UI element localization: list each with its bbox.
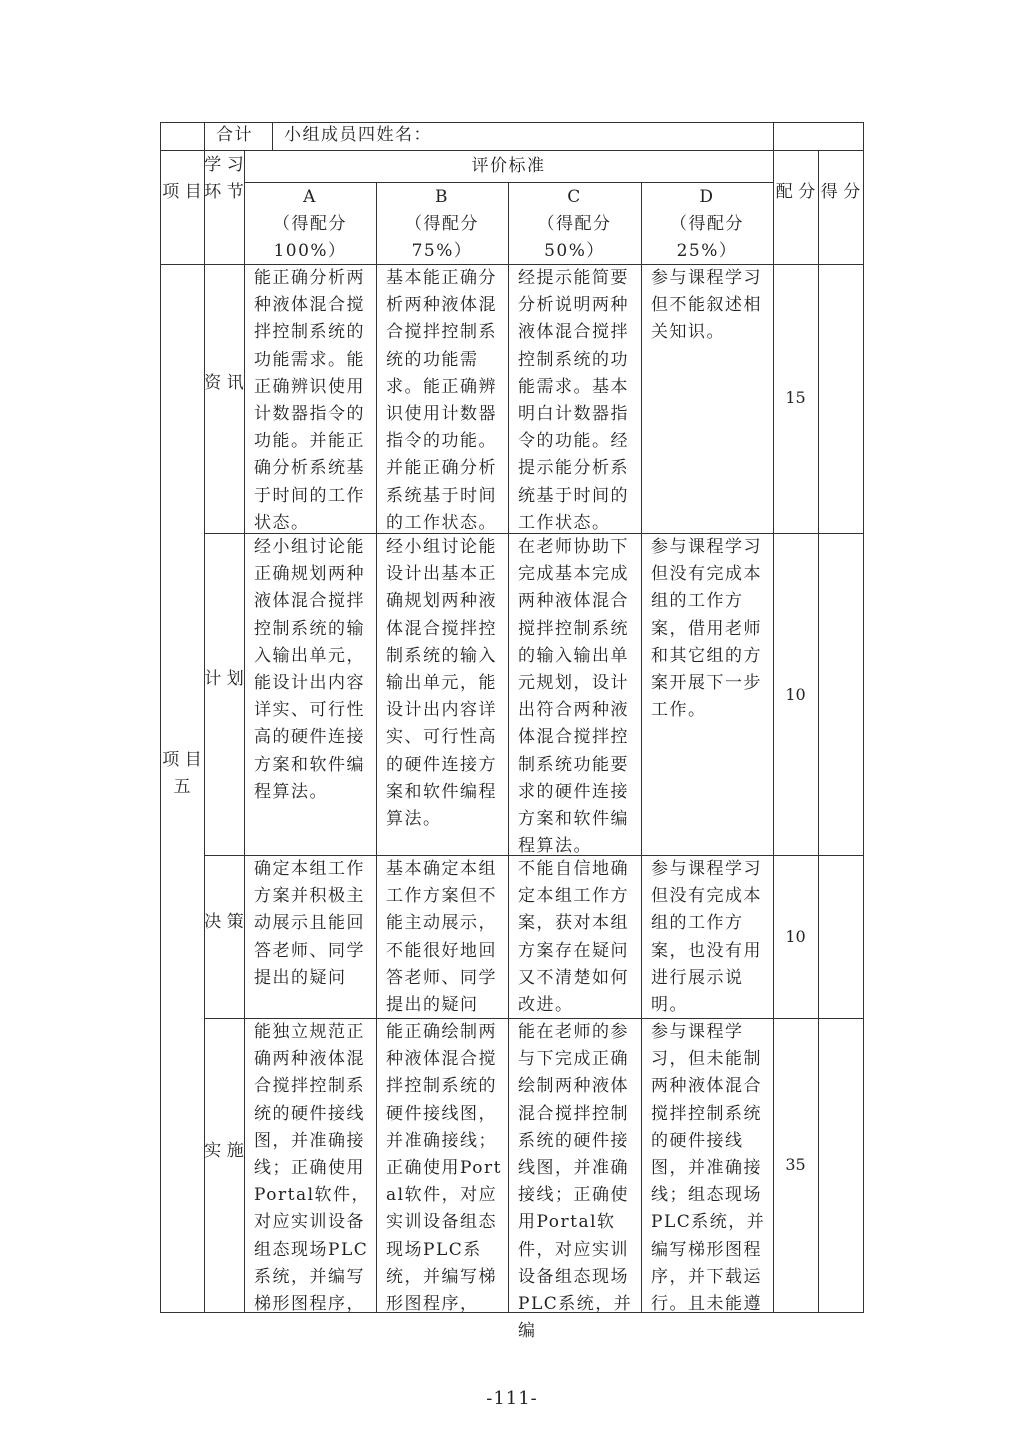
grade-b-header: B （得配分 75%） <box>405 187 479 261</box>
criteria-header: 评价标准 <box>471 156 546 176</box>
member-name-label: 小组成员四姓名： <box>284 125 432 145</box>
criteria-cell: 确定本组工作方案并积极主动展示且能回答老师、同学提出的疑问 <box>254 859 365 988</box>
page-number: -111- <box>486 1388 538 1409</box>
score-alloc-header: 配 分 <box>775 182 816 202</box>
project-header: 项 目 <box>162 182 202 202</box>
table-border-top <box>160 122 864 123</box>
total-label: 合计 <box>216 125 253 145</box>
criteria-cell: 基本确定本组工作方案但不能主动展示，不能很好地回答老师、同学提出的疑问 <box>386 859 497 1016</box>
stage-header: 学 习 环 节 <box>204 155 244 202</box>
col-line-project <box>204 122 205 1313</box>
score-value: 15 <box>785 388 806 407</box>
col-line-score <box>818 150 819 1313</box>
grade-a-header: A （得配分 100%） <box>273 187 347 261</box>
criteria-cell: 能在老师的参与下完成正确绘制两种液体混合搅拌控制系统的硬件接线图，并准确接线；正确使用Portal软件，对应实训设备组态现场PLC系统，并编 <box>518 1022 633 1342</box>
criteria-cell: 经小组讨论能设计出基本正确规划两种液体混合搅拌控制系统的输入输出单元，能设计出内容详实、可行性高的硬件连接方案和软件编程算法。 <box>386 537 497 830</box>
criteria-cell: 能正确绘制两种液体混合搅拌控制系统的硬件接线图，并准确接线；正确使用Portal软件，对应实训设备组态现场PLC系统，并编写梯形图程序， <box>386 1022 502 1315</box>
col-line-c <box>641 182 642 1313</box>
criteria-cell: 参与课程学习但不能叙述相关知识。 <box>651 268 762 343</box>
score-value: 10 <box>785 927 806 946</box>
grade-d-header: D （得配分 25%） <box>670 187 744 261</box>
stage-label: 计 划 <box>204 669 244 689</box>
col-line-b <box>508 182 509 1313</box>
table-border-left <box>160 122 161 1313</box>
grade-c-header: C （得配分 50%） <box>537 187 612 261</box>
stage-label: 资 讯 <box>204 373 244 393</box>
col-line-total <box>272 122 273 150</box>
criteria-cell: 经提示能简要分析说明两种液体混合搅拌控制系统的功能需求。基本明白计数器指令的功能。经提示能分析系统基于时间的工作状态。 <box>518 268 629 533</box>
criteria-cell: 能独立规范正确两种液体混合搅拌控制系统的硬件接线图，并准确接线；正确使用Portal软件，对应实训设备组态现场PLC系统，并编写梯形图程序， <box>254 1022 371 1315</box>
col-line-d <box>773 122 774 1313</box>
criteria-cell: 参与课程学习但没有完成本组的工作方案，也没有用进行展示说明。 <box>651 859 762 1016</box>
header-divider <box>160 150 864 151</box>
criteria-cell: 参与课程学习但没有完成本组的工作方案，借用老师和其它组的方案开展下一步工作。 <box>651 537 762 721</box>
table-border-right <box>863 122 864 1313</box>
criteria-cell: 参与课程学习，但未能制两种液体混合搅拌控制系统的硬件接线图，并准确接线；组态现场PLC系统，并编写梯形图程序，并下载运行。且未能遵 <box>651 1022 766 1315</box>
criteria-divider <box>244 182 774 183</box>
stage-label: 决 策 <box>204 912 244 932</box>
score-value: 35 <box>785 1155 806 1174</box>
score-value: 10 <box>785 685 806 704</box>
score-got-header: 得 分 <box>820 182 861 202</box>
evaluation-table <box>160 122 864 1342</box>
criteria-cell: 能正确分析两种液体混合搅拌控制系统的功能需求。能正确辨识使用计数器指令的功能。并能正确分析系统基于时间的工作状态。 <box>254 268 365 533</box>
col-line-stage <box>244 150 245 1313</box>
stage-label: 实 施 <box>204 1141 244 1161</box>
criteria-cell: 在老师协助下完成基本完成两种液体混合搅拌控制系统的输入输出单元规划，设计出符合两种液体混合搅拌控制系统功能要求的硬件连接方案和软件编程算法。 <box>518 537 629 857</box>
criteria-cell: 经小组讨论能正确规划两种液体混合搅拌控制系统的输入输出单元，能设计出内容详实、可行性高的硬件连接方案和软件编程算法。 <box>254 537 365 802</box>
project-name: 项 目 五 <box>162 750 202 797</box>
criteria-cell: 不能自信地确定本组工作方案，获对本组方案存在疑问又不清楚如何改进。 <box>518 859 629 1016</box>
col-line-a <box>376 182 377 1313</box>
criteria-cell: 基本能正确分析两种液体混合搅拌控制系统的功能需求。能正确辨识使用计数器指令的功能。并能正确分析系统基于时间的工作状态。 <box>386 268 497 533</box>
